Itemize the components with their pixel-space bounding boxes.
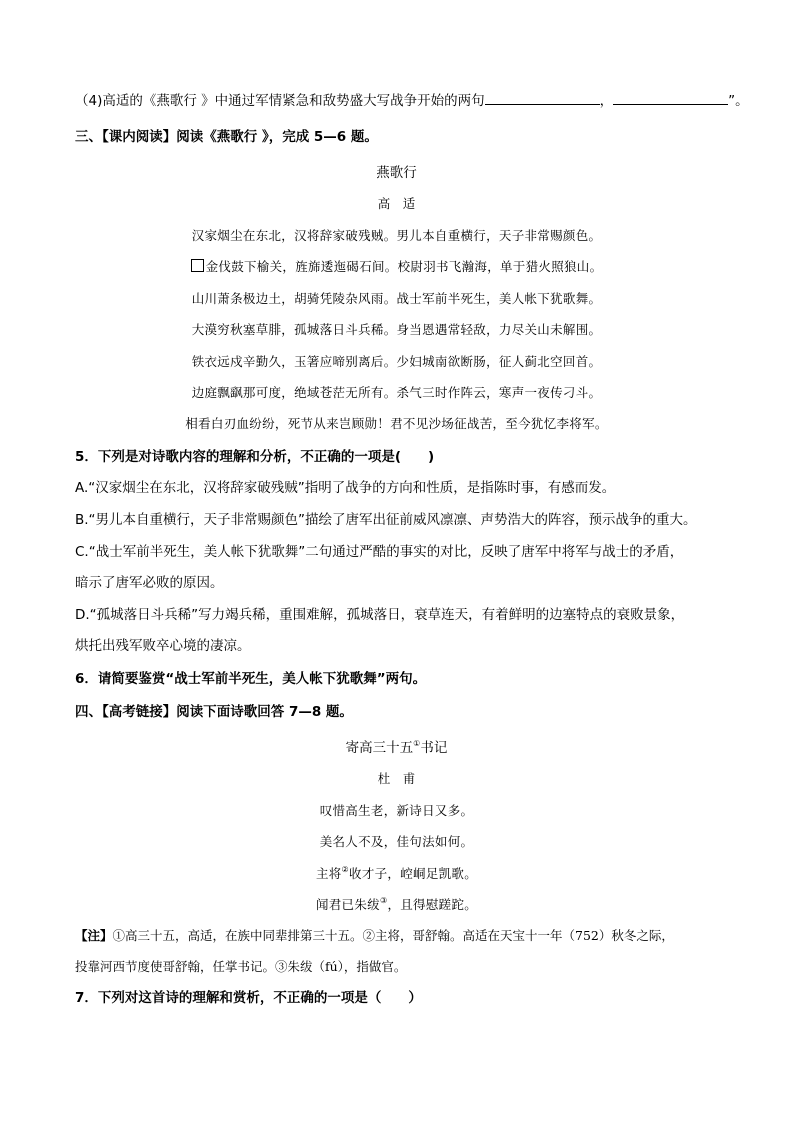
question-4-comma: ， — [599, 93, 614, 109]
question-5-option-d-line-1: D.“孤城落日斗兵稀”写力竭兵稀，重围难解，孤城落日，衰草连天，有着鲜明的边塞特点的衰败景象， — [75, 607, 685, 623]
question-5-option-c-line-1: C.“战士军前半死生，美人帐下犹歌舞”二句通过严酷的事实的对比，反映了唐军中将军与战士的矛盾， — [75, 544, 684, 560]
footnote-marker-2: ② — [341, 865, 350, 874]
notes-label: 【注】 — [75, 928, 113, 943]
poem-author: 高 适 — [377, 196, 416, 211]
poem-line-3: 山川萧条极边土，胡骑凭陵杂风雨。战士军前半死生，美人帐下犹歌舞。 — [191, 291, 602, 306]
question-4-prefix: （4)高适的《燕歌行 》中通过军情紧急和敌势盛大写战争开始的两句 — [75, 93, 485, 109]
poem-line-5: 铁衣远戍辛勤久，玉箸应啼别离后。少妇城南欲断肠，征人蓟北空回首。 — [191, 354, 602, 369]
question-7-stem: 7．下列对这首诗的理解和赏析，不正确的一项是（ ） — [75, 990, 422, 1006]
question-4-suffix: ”。 — [728, 93, 749, 109]
notes-text-1: ①高三十五，高适，在族中同辈排第三十五。②主将，哥舒翰。高适在天宝十一年（752）秋冬之际， — [112, 928, 674, 943]
poem-2-author: 杜 甫 — [377, 771, 416, 786]
poem-line-4: 大漠穷秋塞草腓，孤城落日斗兵稀。身当恩遇常轻敌，力尽关山未解围。 — [191, 322, 602, 337]
poem-2-line-4 — [0, 895, 793, 915]
poem-line-1: 汉家烟尘在东北，汉将辞家破残贼。男儿本自重横行，天子非常赐颜色。 — [191, 228, 602, 243]
poem-line-2 — [0, 257, 793, 277]
question-4 — [75, 90, 749, 111]
poem-line-6: 边庭飘飖那可度，绝域苍茫无所有。杀气三时作阵云，寒声一夜传刁斗。 — [191, 385, 602, 400]
poem-2-line-1: 叹惜高生老，新诗日又多。 — [319, 803, 474, 818]
poem-2-title-end: 书记 — [420, 740, 448, 756]
poem-line-7: 相看白刃血纷纷，死节从来岂顾勋！君不见沙场征战苦，至今犹忆李将军。 — [185, 416, 608, 431]
poem-2-line-4-end: ，且得慰蹉跎。 — [387, 897, 478, 912]
footnote-marker-3: ③ — [379, 896, 388, 905]
poem-2-line-3-end: 收才子，崆峒足凯歌。 — [349, 866, 478, 881]
question-5-option-a: A.“汉家烟尘在东北，汉将辞家破残贼”指明了战争的方向和性质，是指陈时事，有感而发。 — [75, 480, 616, 496]
poem-2-notes-line-1 — [75, 926, 674, 946]
question-5-option-b: B.“男儿本自重横行，天子非常赐颜色”描绘了唐军出征前威风凛凛、声势浩大的阵容，预示战争的重大。 — [75, 512, 697, 528]
section-4-heading: 四、【高考链接】阅读下面诗歌回答 7—8 题。 — [75, 704, 353, 720]
poem-2-title — [0, 738, 793, 758]
poem-2-line-4-start: 闻君已朱绂 — [315, 897, 380, 912]
poem-2-title-main: 寄高三十五 — [345, 740, 414, 756]
poem-2-notes-line-2: 投靠河西节度使哥舒翰，任掌书记。③朱绂（fú），指做官。 — [75, 959, 407, 974]
poem-title: 燕歌行 — [376, 165, 417, 181]
question-6-stem: 6．请简要鉴赏“战士军前半死生，美人帐下犹歌舞”两句。 — [75, 671, 427, 687]
poem-2-line-3-start: 主将 — [315, 866, 342, 881]
question-5-option-c-line-2: 暗示了唐军必败的原因。 — [75, 575, 224, 591]
answer-blank-1[interactable] — [485, 90, 600, 105]
poem-2-line-3 — [0, 864, 793, 884]
poem-2-line-2: 美名人不及，佳句法如何。 — [319, 834, 474, 849]
footnote-marker-1: ① — [413, 739, 421, 748]
answer-blank-2[interactable] — [613, 90, 728, 105]
poem-line-2-text: 金伐鼓下榆关，旌旆逶迤碣石间。校尉羽书飞瀚海，单于猎火照狼山。 — [205, 259, 603, 274]
missing-character-box — [191, 259, 204, 272]
question-5-option-d-line-2: 烘托出残军败卒心境的凄凉。 — [75, 638, 251, 654]
section-3-heading: 三、【课内阅读】阅读《燕歌行 》，完成 5—6 题。 — [75, 129, 378, 145]
question-5-stem: 5．下列是对诗歌内容的理解和分析，不正确的一项是( ) — [75, 449, 435, 465]
